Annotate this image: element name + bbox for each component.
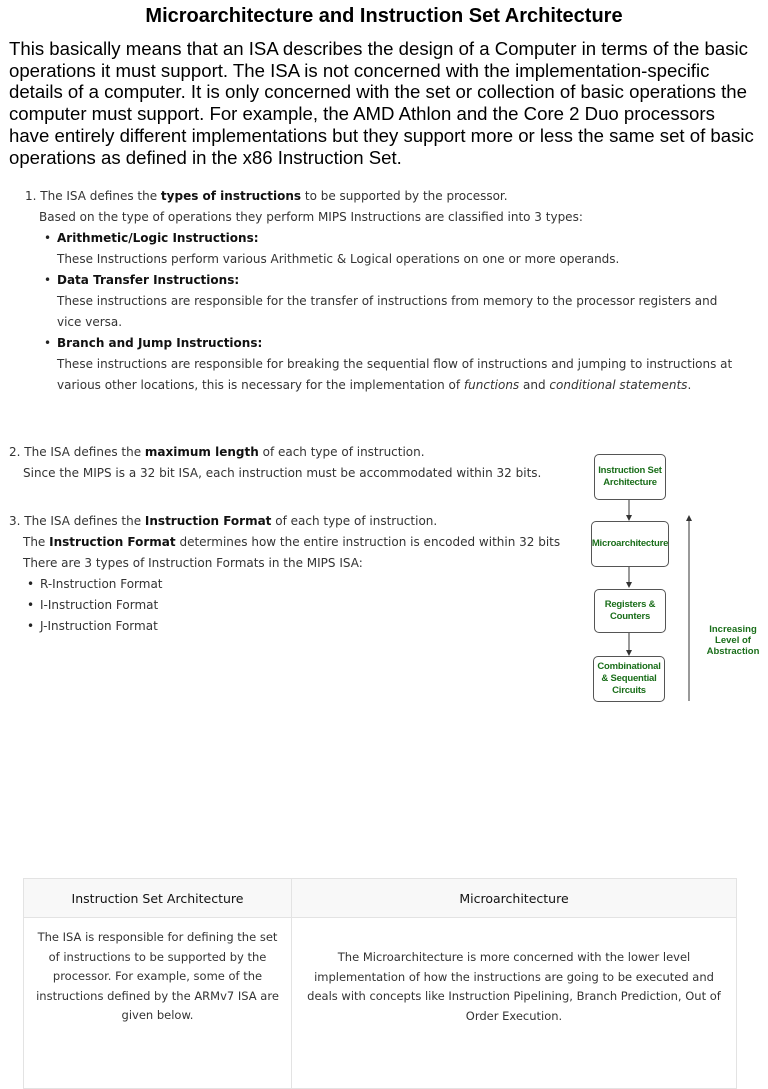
table-row: [24, 918, 737, 1089]
table-cell: The ISA is responsible for defining the set of instructions to be supported by the processor. For example, some of the instructions defined by the ARMv7 ISA are given below.: [24, 918, 292, 1089]
section-2: [9, 442, 569, 484]
section-3-line3: There are 3 types of Instruction Formats in the MIPS ISA:: [23, 556, 363, 570]
section-2-heading: 2. The ISA defines the maximum length of each type of instruction.: [9, 445, 425, 459]
list-item: • I-Instruction Format: [40, 595, 569, 616]
table-header: Microarchitecture: [292, 879, 737, 918]
intro-paragraph: This basically means that an ISA describes the design of a Computer in terms of the basic operations it must support. The ISA is not concerned with the implementation-specific details of a computer. It is only concerned with the set or collection of basic operations the computer must support. For example, the AMD Athlon and the Core 2 Duo processors have entirely different implementations but they support more or less the same set of basic operations as defined in the x86 Instruction Set.: [9, 38, 754, 168]
section-3-heading: 3. The ISA defines the Instruction Format of each type of instruction.: [9, 514, 438, 528]
section-1-heading: 1. The ISA defines the types of instructions to be supported by the processor.: [25, 189, 508, 203]
abstraction-label: Increasing Level of Abstraction: [706, 624, 760, 657]
microarchitecture-box: Microarchitecture: [591, 521, 669, 567]
isa-box: Instruction Set Architecture: [594, 454, 666, 500]
section-2-line2: Since the MIPS is a 32 bit ISA, each instruction must be accommodated within 32 bits.: [23, 466, 542, 480]
list-item-desc: These instructions are responsible for the transfer of instructions from memory to the processor registers and vice versa.: [57, 294, 718, 329]
list-item: • Data Transfer Instructions:: [57, 270, 745, 291]
section-3-line2: The Instruction Format determines how the entire instruction is encoded within 32 bits: [23, 535, 561, 549]
list-item: • R-Instruction Format: [40, 574, 569, 595]
list-item: • Arithmetic/Logic Instructions:: [57, 228, 745, 249]
list-item: • J-Instruction Format: [40, 616, 569, 637]
instruction-types-list: [25, 228, 745, 396]
page-title: Microarchitecture and Instruction Set Architecture: [145, 5, 623, 27]
section-1-line2: Based on the type of operations they perform MIPS Instructions are classified into 3 types:: [39, 210, 583, 224]
registers-box: Registers & Counters: [594, 589, 666, 633]
list-item-desc: These instructions are responsible for breaking the sequential flow of instructions and jumping to instructions at various other locations, this is necessary for the implementation of functions and conditional statements.: [57, 357, 733, 392]
section-3: [9, 511, 569, 637]
list-item: • Branch and Jump Instructions:: [57, 333, 745, 354]
table-header-row: [24, 879, 737, 918]
formats-list: [9, 574, 569, 637]
abstraction-diagram: [586, 450, 768, 710]
table-cell: The Microarchitecture is more concerned with the lower level implementation of how the instructions are going to be executed and deals with concepts like Instruction Pipelining, Branch Prediction, Out of Order Execution.: [292, 918, 737, 1089]
comparison-table: [23, 878, 737, 1089]
table-header: Instruction Set Architecture: [24, 879, 292, 918]
circuits-box: Combinational & Sequential Circuits: [593, 656, 665, 702]
section-1: [25, 186, 745, 396]
list-item-desc: These Instructions perform various Arithmetic & Logical operations on one or more operands.: [57, 252, 620, 266]
